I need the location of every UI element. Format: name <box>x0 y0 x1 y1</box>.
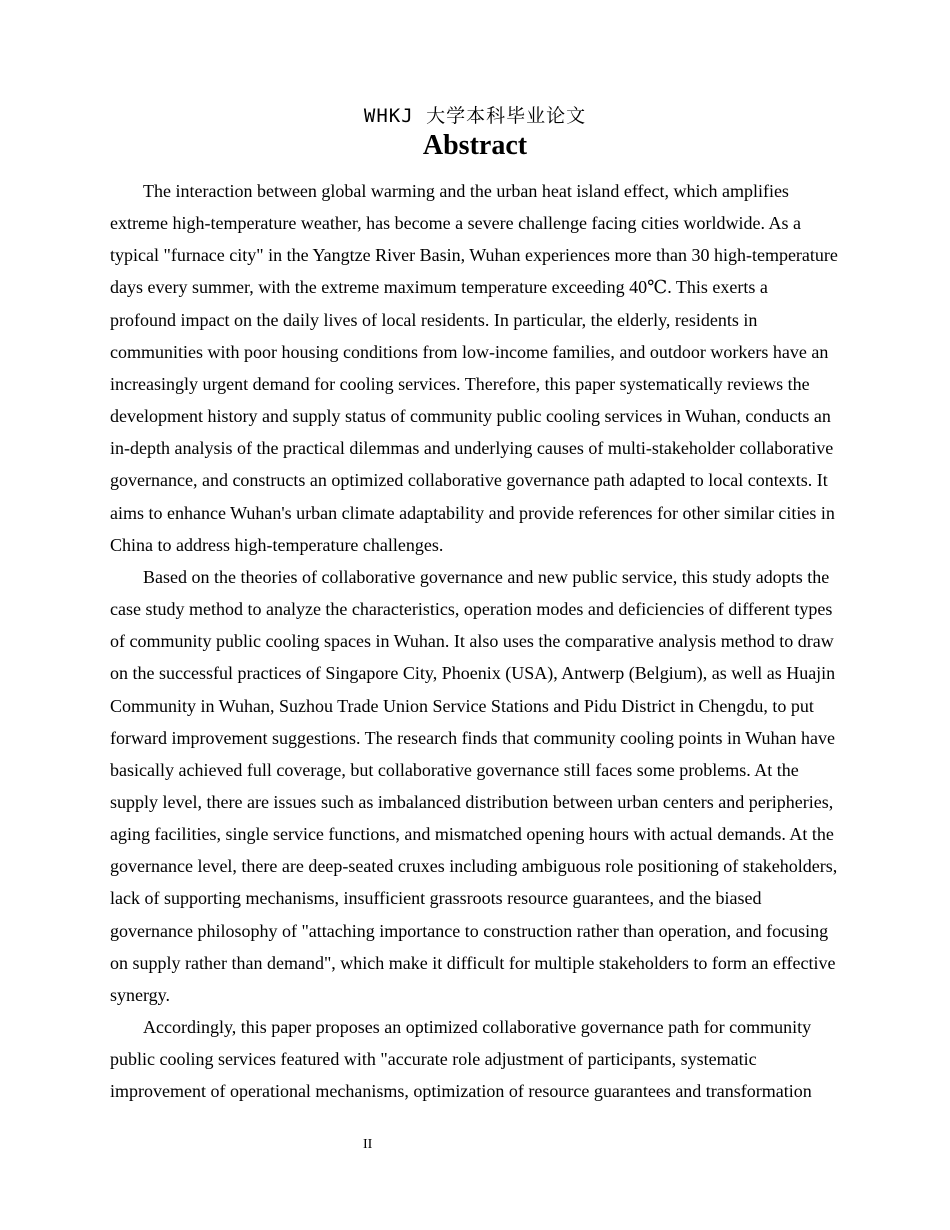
running-header: WHKJ 大学本科毕业论文 <box>363 105 587 127</box>
page-title: Abstract <box>422 130 528 161</box>
paragraph-1: The interaction between global warming and the urban heat island effect, which amplifies extreme high-temperature weather, has become a severe challenge facing cities worldwide. As a typical "furnace city" in the Yangtze River Basin, Wuhan experiences more than 30 high-temperature days every summer, with the extreme maximum temperature exceeding 40℃. This exerts a profound impact on the daily lives of local residents. In particular, the elderly, residents in communities with poor housing conditions from low-income families, and outdoor workers have an increasingly urgent demand for cooling services. Therefore, this paper systematically reviews the development history and supply status of community public cooling services in Wuhan, conducts an in-depth analysis of the practical dilemmas and underlying causes of multi-stakeholder collaborative governance, and constructs an optimized collaborative governance path adapted to local contexts. It aims to enhance Wuhan's urban climate adaptability and provide references for other similar cities in China to address high-temperature challenges. <box>110 181 838 555</box>
abstract-body <box>110 175 838 1108</box>
paragraph-3: Accordingly, this paper proposes an optimized collaborative governance path for community public cooling services featured with "accurate role adjustment of participants, systematic improvement of operational mechanisms, optimization of resource guarantees and transformation <box>110 1017 812 1102</box>
paragraph-2: Based on the theories of collaborative governance and new public service, this study adopts the case study method to analyze the characteristics, operation modes and deficiencies of different types of community public cooling spaces in Wuhan. It also uses the comparative analysis method to draw on the successful practices of Singapore City, Phoenix (USA), Antwerp (Belgium), as well as Huajin Community in Wuhan, Suzhou Trade Union Service Stations and Pidu District in Chengdu, to put forward improvement suggestions. The research finds that community cooling points in Wuhan have basically achieved full coverage, but collaborative governance still faces some problems. At the supply level, there are issues such as imbalanced distribution between urban centers and peripheries, aging facilities, single service functions, and mismatched opening hours with actual demands. At the governance level, there are deep-seated cruxes including ambiguous role positioning of stakeholders, lack of supporting mechanisms, insufficient grassroots resource guarantees, and the biased governance philosophy of "attaching importance to construction rather than operation, and focusing on supply rather than demand", which make it difficult for multiple stakeholders to form an effective synergy. <box>110 566 838 1005</box>
page-number: II <box>363 1137 373 1152</box>
